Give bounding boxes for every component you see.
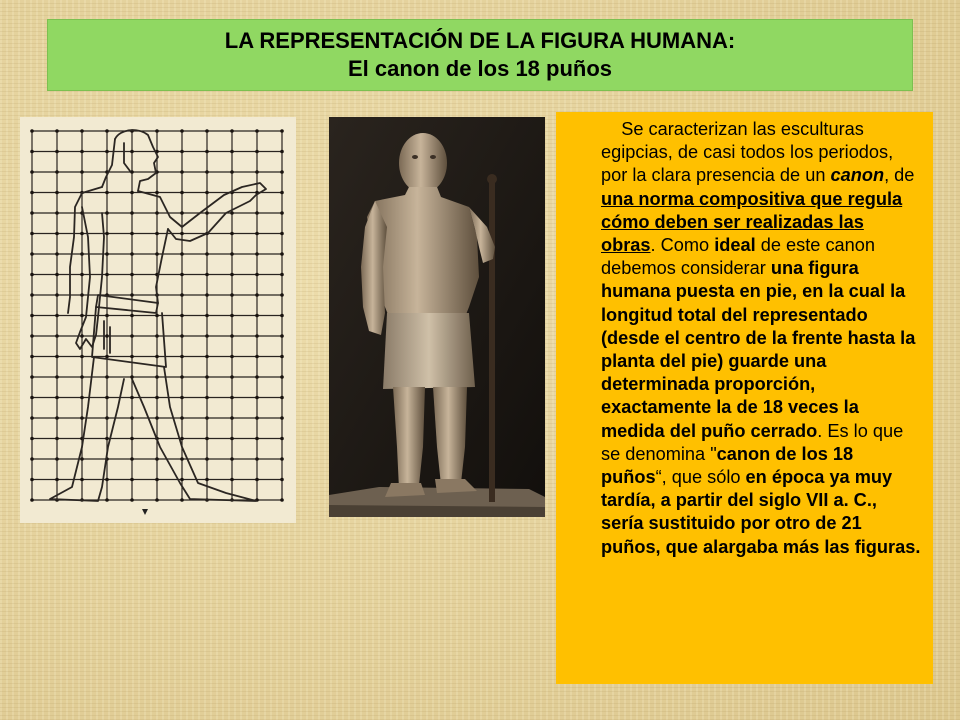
grid-dot	[30, 457, 34, 461]
term-norma-compositiva: una norma compositiva que regula cómo deben ser realizadas las obras	[601, 188, 903, 256]
grid-dot	[255, 314, 259, 318]
grid-dot	[105, 355, 109, 359]
grid-dot	[130, 355, 134, 359]
grid-dot	[155, 416, 159, 420]
grid-dot	[155, 457, 159, 461]
grid-dot	[55, 252, 59, 256]
description-text-box	[556, 112, 933, 684]
grid-dot	[230, 232, 234, 236]
grid-dot	[80, 170, 84, 174]
grid-dot	[180, 170, 184, 174]
grid-dot	[105, 416, 109, 420]
grid-dot	[55, 334, 59, 338]
grid-dot	[205, 457, 209, 461]
grid-dot	[55, 416, 59, 420]
grid-dot	[255, 273, 259, 277]
text-figura-humana: una figura humana puesta en pie, en la cual la longitud total del representado (desde el centro de la frente hasta la planta del pie) guarde una determinada proporción, exactamente la de 18 veces la medida del puño cerrado	[601, 258, 916, 441]
grid-dot	[180, 334, 184, 338]
grid-dot	[280, 129, 284, 133]
grid-dot	[255, 416, 259, 420]
grid-dot	[55, 355, 59, 359]
text-considerar: de este canon debemos considerar	[601, 235, 875, 279]
grid-dot	[130, 396, 134, 400]
slide-title: LA REPRESENTACIÓN DE LA FIGURA HUMANA:	[224, 28, 736, 53]
grid-dot	[205, 437, 209, 441]
statue-image	[329, 117, 545, 517]
grid-dot	[105, 150, 109, 154]
slide-title-box	[47, 19, 913, 91]
grid-dot	[205, 211, 209, 215]
grid-dot	[80, 396, 84, 400]
grid-dot	[55, 191, 59, 195]
grid-dot	[30, 314, 34, 318]
grid-dot	[280, 150, 284, 154]
grid-dot	[230, 437, 234, 441]
grid-dot	[205, 150, 209, 154]
grid-dot	[130, 232, 134, 236]
grid-dot	[105, 437, 109, 441]
grid-dot	[55, 232, 59, 236]
grid-dot	[230, 457, 234, 461]
grid-dot	[80, 478, 84, 482]
grid-dot	[205, 129, 209, 133]
grid-dot	[80, 334, 84, 338]
grid-dot	[130, 457, 134, 461]
grid-dot	[280, 211, 284, 215]
grid-dot	[55, 375, 59, 379]
grid-dot	[280, 334, 284, 338]
grid-dot	[105, 314, 109, 318]
grid-dot	[230, 150, 234, 154]
grid-dot	[30, 129, 34, 133]
grid-dot	[280, 232, 284, 236]
grid-dot	[230, 170, 234, 174]
grid-dot	[80, 375, 84, 379]
grid-dot	[180, 478, 184, 482]
grid-dot	[280, 252, 284, 256]
grid-dot	[30, 355, 34, 359]
grid-dot	[205, 293, 209, 297]
grid-dot	[280, 273, 284, 277]
grid-dot	[80, 252, 84, 256]
grid-dot	[230, 252, 234, 256]
grid-dot	[180, 375, 184, 379]
grid-dot	[155, 396, 159, 400]
grid-dot	[280, 191, 284, 195]
grid-dot	[180, 191, 184, 195]
grid-dot	[30, 416, 34, 420]
grid-dot	[55, 150, 59, 154]
grid-dot	[205, 170, 209, 174]
grid-dot	[55, 314, 59, 318]
grid-dot	[80, 416, 84, 420]
grid-dot	[280, 355, 284, 359]
grid-dot	[255, 457, 259, 461]
grid-dot	[105, 375, 109, 379]
grid-dot	[180, 150, 184, 154]
grid-dot	[130, 416, 134, 420]
grid-dot	[55, 457, 59, 461]
grid-dot	[30, 252, 34, 256]
grid-dot	[130, 191, 134, 195]
grid-dot	[280, 457, 284, 461]
grid-dot	[80, 150, 84, 154]
grid-dot	[255, 252, 259, 256]
grid-dot	[30, 211, 34, 215]
grid-dot	[230, 355, 234, 359]
text-intro: Se caracterizan las esculturas egipcias, de casi todos los periodos, por la clara presencia de un	[601, 119, 894, 186]
term-ideal: ideal	[714, 235, 756, 256]
grid-dot	[180, 252, 184, 256]
grid-dot	[180, 355, 184, 359]
paragraph-indent	[601, 119, 621, 139]
grid-dot	[230, 375, 234, 379]
grid-dot	[230, 293, 234, 297]
grid-dot	[230, 129, 234, 133]
grid-dot	[130, 498, 134, 502]
statue-photo	[329, 117, 545, 517]
grid-dot	[30, 191, 34, 195]
text-epoca-tardia: en época ya muy tardía, a partir del siglo VII a. C., sería sustituido por otro de 21 puños, que alargaba más las figuras.	[601, 467, 921, 557]
grid-dot	[30, 375, 34, 379]
grid-dot	[280, 170, 284, 174]
grid-dot	[30, 273, 34, 277]
term-canon-18: canon de los 18 puños	[601, 443, 854, 488]
grid-dot	[55, 170, 59, 174]
grid-dot	[30, 437, 34, 441]
term-canon: canon	[830, 165, 885, 186]
canon-grid-drawing	[20, 117, 296, 523]
grid-dot	[80, 273, 84, 277]
grid-dot	[255, 355, 259, 359]
canon-grid-diagram	[20, 117, 296, 523]
grid-dot	[255, 232, 259, 236]
text-como: . Como	[650, 235, 715, 256]
grid-dot	[180, 273, 184, 277]
grid-dot	[80, 314, 84, 318]
grid-dot	[280, 396, 284, 400]
grid-dot	[155, 211, 159, 215]
grid-dot	[55, 478, 59, 482]
grid-dot	[205, 396, 209, 400]
grid-dot	[280, 437, 284, 441]
grid-dot	[255, 170, 259, 174]
grid-dot	[130, 314, 134, 318]
grid-dot	[80, 355, 84, 359]
grid-dot	[155, 129, 159, 133]
grid-dot	[80, 293, 84, 297]
grid-dot	[130, 150, 134, 154]
grid-dot	[155, 314, 159, 318]
grid-dot	[55, 273, 59, 277]
grid-dot	[130, 252, 134, 256]
grid-dot	[180, 457, 184, 461]
grid-dot	[105, 273, 109, 277]
grid-dot	[180, 129, 184, 133]
grid-dot	[130, 334, 134, 338]
grid-dot	[155, 191, 159, 195]
grid-dot	[155, 252, 159, 256]
grid-dot	[205, 375, 209, 379]
grid-dot	[230, 273, 234, 277]
grid-dot	[30, 478, 34, 482]
grid-dot	[280, 498, 284, 502]
grid-dot	[80, 129, 84, 133]
grid-dot	[55, 211, 59, 215]
grid-dot	[180, 211, 184, 215]
grid-dot	[255, 478, 259, 482]
grid-dot	[230, 478, 234, 482]
text-denomina: . Es lo que se denomina "	[601, 420, 904, 464]
grid-dot	[280, 478, 284, 482]
grid-dot	[205, 273, 209, 277]
grid-dot	[180, 293, 184, 297]
grid-dot	[30, 293, 34, 297]
grid-dot	[230, 314, 234, 318]
grid-dot	[155, 478, 159, 482]
grid-dot	[255, 375, 259, 379]
grid-dot	[105, 334, 109, 338]
grid-dot	[105, 191, 109, 195]
grid-dot	[155, 375, 159, 379]
grid-dot	[280, 293, 284, 297]
grid-dot	[105, 232, 109, 236]
grid-dot	[205, 416, 209, 420]
grid-dot	[105, 252, 109, 256]
grid-dot	[205, 252, 209, 256]
grid-dot	[230, 334, 234, 338]
text-de: , de	[884, 165, 915, 186]
grid-dot	[180, 498, 184, 502]
grid-dot	[130, 293, 134, 297]
grid-dot	[180, 314, 184, 318]
grid-dot	[30, 232, 34, 236]
grid-dot	[130, 211, 134, 215]
grid-dot	[280, 375, 284, 379]
grid-dot	[105, 478, 109, 482]
grid-dot	[130, 478, 134, 482]
grid-dot	[255, 334, 259, 338]
grid-dot	[55, 129, 59, 133]
grid-dot	[255, 211, 259, 215]
grid-dot	[255, 293, 259, 297]
grid-dot	[230, 416, 234, 420]
grid-dot	[205, 355, 209, 359]
grid-dot	[255, 396, 259, 400]
grid-dot	[155, 355, 159, 359]
grid-dot	[155, 334, 159, 338]
grid-dot	[255, 437, 259, 441]
grid-dot	[130, 273, 134, 277]
grid-dot	[105, 211, 109, 215]
grid-dot	[155, 498, 159, 502]
grid-dot	[105, 129, 109, 133]
grid-dot	[155, 232, 159, 236]
grid-dot	[255, 129, 259, 133]
grid-dot	[180, 232, 184, 236]
grid-dot	[80, 232, 84, 236]
grid-dot	[180, 416, 184, 420]
grid-dot	[30, 150, 34, 154]
grid-dot	[55, 293, 59, 297]
grid-dot	[55, 396, 59, 400]
grid-dot	[205, 334, 209, 338]
description-paragraph	[601, 118, 923, 559]
grid-dot	[130, 437, 134, 441]
grid-dot	[205, 478, 209, 482]
grid-dot	[105, 498, 109, 502]
grid-dot	[30, 170, 34, 174]
grid-dot	[230, 396, 234, 400]
grid-dot	[230, 211, 234, 215]
grid-dot	[105, 396, 109, 400]
grid-dot	[180, 396, 184, 400]
text-que-solo: “, que sólo	[655, 467, 746, 488]
grid-dot	[80, 457, 84, 461]
grid-dot	[280, 314, 284, 318]
grid-dot	[30, 396, 34, 400]
grid-dot	[30, 334, 34, 338]
grid-dot	[205, 191, 209, 195]
grid-dot	[255, 150, 259, 154]
grid-dot	[280, 416, 284, 420]
grid-dot	[30, 498, 34, 502]
slide-subtitle: El canon de los 18 puños	[347, 56, 613, 81]
grid-dot	[205, 314, 209, 318]
grid-dot	[55, 437, 59, 441]
